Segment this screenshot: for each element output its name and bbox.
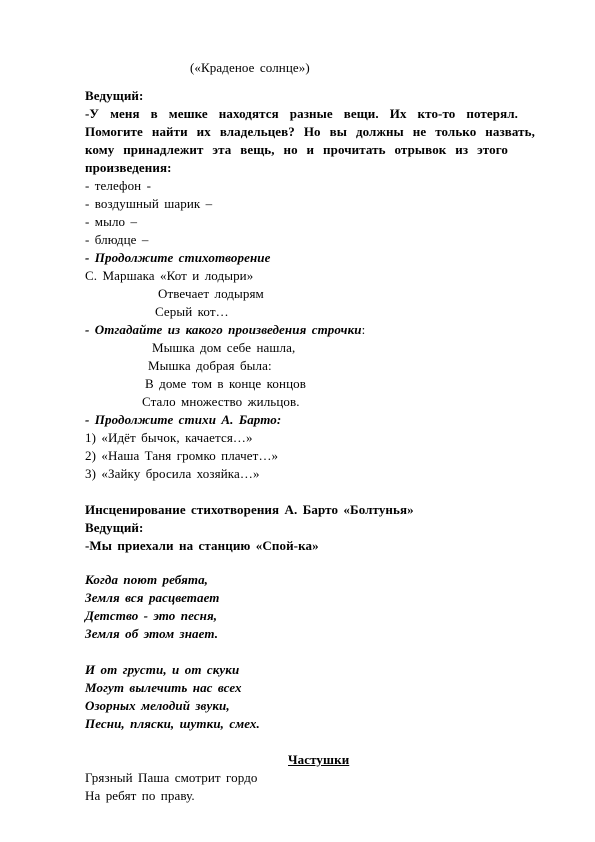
- intro-line: -У меня в мешке находятся разные вещи. Их кто-то потерял.: [85, 106, 518, 121]
- poem-line: Серый кот…: [155, 304, 229, 319]
- doc-title: («Краденое солнце»): [190, 60, 310, 75]
- barto-item: 1) «Идёт бычок, качается…»: [85, 430, 253, 445]
- item-saucer: - блюдце –: [85, 232, 149, 247]
- guess-heading-text: - Отгадайте из какого произведения строчки: [85, 322, 362, 337]
- item-balloon: - воздушный шарик –: [85, 196, 213, 211]
- barto-item: 2) «Наша Таня громко плачет…»: [85, 448, 279, 463]
- verse-line: Земля вся расцветает: [85, 590, 220, 605]
- marshak-reference: С. Маршака «Кот и лодыри»: [85, 268, 254, 283]
- verse-line: Могут вылечить нас всех: [85, 680, 242, 695]
- poem-line: Стало множество жильцов.: [142, 394, 300, 409]
- intro-line: произведения:: [85, 160, 172, 175]
- poem-line: В доме том в конце концов: [145, 376, 306, 391]
- poem-line: Отвечает лодырям: [158, 286, 264, 301]
- verse-line: Песни, пляски, шутки, смех.: [85, 716, 260, 731]
- guess-heading-colon: :: [361, 322, 366, 337]
- host-label: Ведущий:: [85, 520, 144, 535]
- host-label: Ведущий:: [85, 88, 144, 103]
- chastushka-line: На ребят по праву.: [85, 788, 195, 803]
- verse-line: Земля об этом знает.: [85, 626, 219, 641]
- item-phone: - телефон -: [85, 178, 152, 193]
- verse-line: И от грусти, и от скуки: [85, 662, 240, 677]
- chastushka-line: Грязный Паша смотрит гордо: [85, 770, 258, 785]
- chastushki-heading: Частушки: [288, 752, 350, 767]
- verse-line: Когда поют ребята,: [85, 572, 209, 587]
- guess-heading: [85, 322, 365, 338]
- poem-line: Мышка добрая была:: [148, 358, 272, 373]
- staging-heading: Инсценирование стихотворения А. Барто «Болтунья»: [85, 502, 414, 517]
- intro-line: Помогите найти их владельцев? Но вы должны не только назвать,: [85, 124, 535, 139]
- poem-line: Мышка дом себе нашла,: [152, 340, 296, 355]
- barto-item: 3) «Зайку бросила хозяйка…»: [85, 466, 260, 481]
- verse-line: Озорных мелодий звуки,: [85, 698, 230, 713]
- continue-poem-heading: - Продолжите стихотворение: [85, 250, 271, 265]
- station-line: -Мы приехали на станцию «Спой-ка»: [85, 538, 319, 553]
- barto-heading: - Продолжите стихи А. Барто:: [85, 412, 282, 427]
- verse-line: Детство - это песня,: [85, 608, 218, 623]
- intro-line: кому принадлежит эта вещь, но и прочитать отрывок из этого: [85, 142, 508, 157]
- item-soap: - мыло –: [85, 214, 138, 229]
